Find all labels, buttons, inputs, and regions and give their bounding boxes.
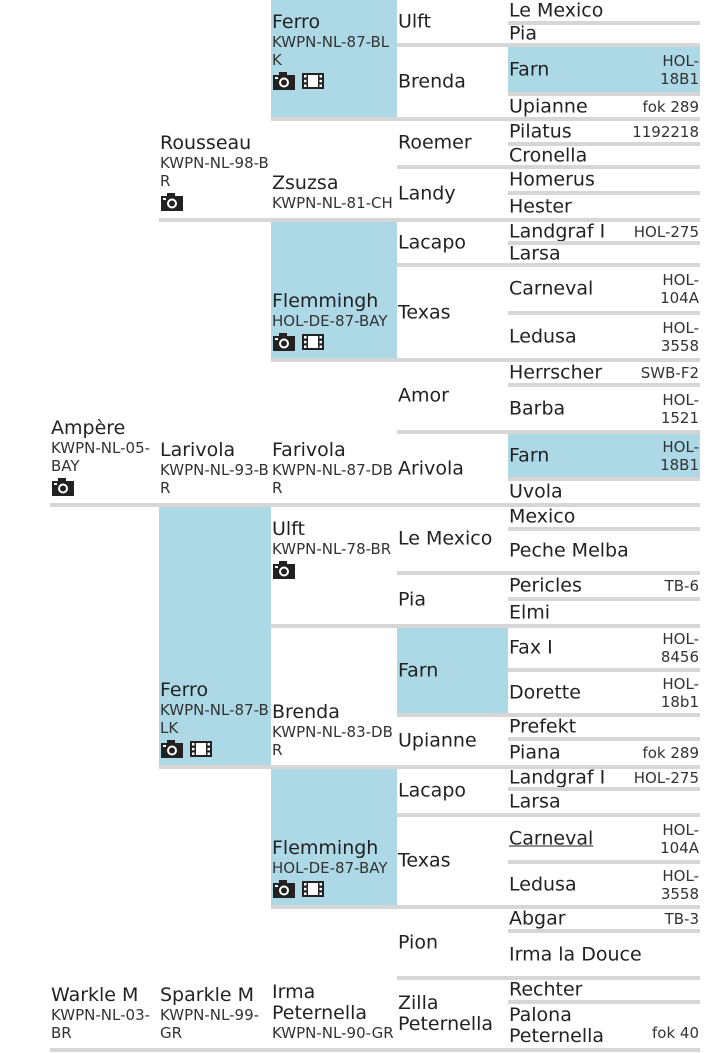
horse-name[interactable]: Ampère <box>51 417 126 439</box>
media-icons <box>160 192 269 212</box>
horse-name[interactable]: Abgar <box>509 909 566 930</box>
horse-name[interactable]: Le Mexico <box>509 0 604 21</box>
horse-cell-g4-herrscher[interactable] <box>508 362 700 387</box>
horse-name[interactable]: Ledusa <box>509 325 577 347</box>
horse-name[interactable]: Palona Peternella <box>509 1004 605 1047</box>
horse-registration: KWPN-NL-93-BR <box>160 461 269 497</box>
horse-cell-g1-larivola[interactable] <box>159 222 271 507</box>
media-icons <box>160 739 269 759</box>
horse-cell-g3-pion[interactable] <box>397 909 508 980</box>
horse-name[interactable]: Pia <box>398 588 426 610</box>
horse-cell-g0-ampere[interactable] <box>50 0 159 507</box>
horse-cell-g4-larsa1[interactable] <box>508 245 700 267</box>
horse-cell-g4-abgar[interactable] <box>508 909 700 933</box>
horse-name[interactable]: Sparkle M <box>160 984 254 1006</box>
horse-registration: HOL-18b1 <box>660 674 699 711</box>
horse-name[interactable]: Zilla Peternella <box>398 992 494 1035</box>
horse-registration: KWPN-NL-03-BR <box>51 1006 151 1042</box>
horse-name[interactable]: Elmi <box>509 601 551 623</box>
horse-name[interactable]: Warkle M <box>51 984 139 1006</box>
horse-name[interactable]: Arivola <box>398 457 464 479</box>
horse-name[interactable]: Larsa <box>509 791 561 813</box>
horse-cell-g4-ledusa1[interactable] <box>508 315 700 362</box>
horse-registration: KWPN-NL-05-BAY <box>51 439 151 475</box>
horse-cell-g2-zsuzsa[interactable] <box>271 121 397 222</box>
horse-registration: HOL-8456 <box>660 630 699 666</box>
horse-cell-g4-upianne[interactable] <box>508 96 700 121</box>
horse-registration: HOL-18B1 <box>660 51 699 88</box>
horse-name[interactable]: Larsa <box>509 245 561 265</box>
horse-name[interactable]: Ledusa <box>509 873 577 895</box>
horse-name[interactable]: Lacapo <box>398 779 467 802</box>
horse-name[interactable]: Herrscher <box>509 362 603 383</box>
horse-name[interactable]: Farivola <box>272 439 346 461</box>
horse-registration: KWPN-NL-87-BLK <box>272 33 390 69</box>
media-icons <box>272 332 395 352</box>
horse-cell-g2-irma[interactable] <box>271 909 397 1052</box>
horse-registration: KWPN-NL-83-DBR <box>272 723 393 759</box>
horse-cell-g4-carneval2[interactable] <box>508 817 700 864</box>
horse-name[interactable]: Landgraf I <box>509 222 606 242</box>
horse-registration: HOL-104A <box>660 820 699 857</box>
horse-name[interactable]: Prefekt <box>509 717 577 738</box>
horse-cell-g4-peche[interactable] <box>508 531 700 575</box>
horse-cell-g4-rechter[interactable] <box>508 980 700 1004</box>
horse-registration: HOL-3558 <box>660 866 699 903</box>
horse-name[interactable]: Flemmingh <box>272 837 379 859</box>
horse-cell-g4-mexico[interactable] <box>508 507 700 531</box>
camera-icon[interactable] <box>272 879 296 903</box>
horse-name[interactable]: Brenda <box>272 701 340 723</box>
horse-name[interactable]: Rousseau <box>160 132 252 154</box>
media-icons <box>272 560 395 580</box>
horse-cell-g3-landy[interactable] <box>397 169 508 222</box>
horse-name[interactable]: Ferro <box>272 11 321 33</box>
film-icon[interactable] <box>189 739 213 763</box>
horse-cell-g4-barba[interactable] <box>508 387 700 434</box>
horse-name[interactable]: Flemmingh <box>272 290 379 312</box>
horse-cell-g3-amor[interactable] <box>397 362 508 434</box>
horse-registration: HOL-18B1 <box>660 437 699 474</box>
horse-registration: KWPN-NL-90-GR <box>272 1024 394 1042</box>
horse-name[interactable]: Carneval <box>509 277 594 300</box>
horse-name[interactable]: Peche Melba <box>509 539 629 562</box>
horse-name[interactable]: Pericles <box>509 575 582 597</box>
horse-name[interactable]: Pilatus <box>509 121 572 142</box>
horse-name[interactable]: Roemer <box>398 131 472 154</box>
horse-name[interactable]: Mexico <box>509 507 576 528</box>
camera-icon[interactable] <box>51 477 75 501</box>
horse-cell-g3-roemer[interactable] <box>397 121 508 169</box>
film-icon[interactable] <box>301 879 325 903</box>
horse-name[interactable]: Farn <box>509 58 550 80</box>
horse-name[interactable]: Piana <box>509 741 561 764</box>
horse-cell-g3-texas2[interactable] <box>397 817 508 909</box>
horse-cell-g3-upianne[interactable] <box>397 717 508 769</box>
horse-cell-g4-hester[interactable] <box>508 195 700 222</box>
horse-name[interactable]: Upianne <box>398 729 477 752</box>
horse-registration: SWB-F2 <box>640 363 699 382</box>
horse-registration: HOL-104A <box>660 271 699 307</box>
horse-cell-g4-elmi[interactable] <box>508 601 700 628</box>
horse-name[interactable]: Texas <box>398 849 451 872</box>
horse-name[interactable]: Carneval <box>509 827 594 849</box>
film-icon[interactable] <box>301 71 325 95</box>
horse-cell-g4-ledusa2[interactable] <box>508 864 700 909</box>
media-icons <box>272 879 395 899</box>
horse-registration: HOL-275 <box>633 769 699 787</box>
horse-name[interactable]: Landy <box>398 182 456 204</box>
horse-registration: HOL-DE-87-BAY <box>272 312 388 330</box>
horse-cell-g1-sparkle[interactable] <box>159 769 271 1052</box>
horse-registration: HOL-1521 <box>660 390 699 427</box>
horse-cell-g2-brenda[interactable] <box>271 628 397 769</box>
horse-name[interactable]: Zsuzsa <box>272 172 339 194</box>
horse-name[interactable]: Pion <box>398 931 438 953</box>
horse-name[interactable]: Upianne <box>509 96 588 117</box>
horse-registration: 1192218 <box>632 122 699 141</box>
horse-name[interactable]: Brenda <box>398 70 466 93</box>
horse-cell-g3-arivola[interactable] <box>397 434 508 507</box>
horse-registration: fok 40 <box>652 1024 699 1042</box>
horse-name[interactable]: Dorette <box>509 681 581 703</box>
horse-registration: HOL-275 <box>633 222 699 241</box>
horse-registration: KWPN-NL-87-BLK <box>160 701 269 737</box>
horse-name[interactable]: Ulft <box>398 10 431 32</box>
horse-name[interactable]: Barba <box>509 397 566 419</box>
horse-cell-g4-homerus[interactable] <box>508 169 700 195</box>
horse-name[interactable]: Farn <box>509 444 550 466</box>
horse-cell-g3-texas1[interactable] <box>397 267 508 362</box>
horse-cell-g4-pia[interactable] <box>508 25 700 47</box>
horse-name[interactable]: Amor <box>398 384 449 407</box>
horse-name[interactable]: Lacapo <box>398 231 467 253</box>
camera-icon[interactable] <box>160 192 184 216</box>
horse-registration: HOL-DE-87-BAY <box>272 859 388 877</box>
horse-cell-g4-larsa2[interactable] <box>508 791 700 817</box>
horse-registration: KWPN-NL-98-BR <box>160 154 269 190</box>
horse-cell-g4-landgraf1[interactable] <box>508 222 700 245</box>
media-icons <box>272 71 395 91</box>
horse-cell-g4-piana[interactable] <box>508 741 700 769</box>
horse-cell-g2-ulft[interactable] <box>271 507 397 628</box>
horse-cell-g3-ulft[interactable] <box>397 0 508 47</box>
horse-name[interactable]: Homerus <box>509 169 595 191</box>
horse-cell-g3-pia[interactable] <box>397 575 508 628</box>
horse-cell-g0-warkle[interactable] <box>50 507 159 1052</box>
horse-cell-g1-ferro[interactable] <box>159 507 271 769</box>
media-icons <box>51 477 157 497</box>
horse-cell-g3-zilla[interactable] <box>397 980 508 1052</box>
horse-cell-g4-farn1[interactable] <box>508 47 700 96</box>
horse-name[interactable]: Ulft <box>272 518 305 540</box>
horse-cell-g2-flemmingh2[interactable] <box>271 769 397 909</box>
horse-cell-g4-lemexico[interactable] <box>508 0 700 25</box>
horse-cell-g4-pericles[interactable] <box>508 575 700 601</box>
horse-name[interactable]: Farn <box>398 659 439 681</box>
horse-cell-g2-ferro[interactable] <box>271 0 397 121</box>
horse-name[interactable]: Texas <box>398 301 451 323</box>
horse-cell-g4-palona[interactable] <box>508 1004 700 1052</box>
horse-name[interactable]: Pia <box>509 25 537 45</box>
horse-registration: KWPN-NL-78-BR <box>272 540 392 558</box>
horse-name[interactable]: Irma Peternella <box>272 981 368 1024</box>
horse-registration: fok 289 <box>642 97 699 116</box>
horse-cell-g4-prefekt[interactable] <box>508 717 700 741</box>
horse-name[interactable]: Fax I <box>509 636 553 659</box>
camera-icon[interactable] <box>272 332 296 356</box>
horse-cell-g4-fax[interactable] <box>508 628 700 672</box>
camera-icon[interactable] <box>272 560 296 584</box>
film-icon[interactable] <box>301 332 325 356</box>
horse-cell-g4-carneval1[interactable] <box>508 267 700 315</box>
horse-name[interactable]: Le Mexico <box>398 527 493 550</box>
horse-cell-g4-irmala[interactable] <box>508 933 700 980</box>
horse-registration: HOL-3558 <box>660 318 699 355</box>
horse-cell-g4-pilatus[interactable] <box>508 121 700 146</box>
horse-cell-g4-landgraf2[interactable] <box>508 769 700 791</box>
horse-name[interactable]: Uvola <box>509 481 563 503</box>
horse-registration: TB-6 <box>664 577 699 595</box>
horse-cell-g3-farn[interactable] <box>397 628 508 717</box>
horse-registration: KWPN-NL-99-GR <box>160 1006 260 1042</box>
horse-cell-g2-farivola[interactable] <box>271 362 397 507</box>
horse-name[interactable]: Rechter <box>509 980 583 1001</box>
horse-registration: KWPN-NL-81-CH <box>272 194 393 212</box>
horse-registration: fok 289 <box>642 744 699 762</box>
horse-cell-g3-brenda[interactable] <box>397 47 508 121</box>
horse-name[interactable]: Cronella <box>509 146 588 166</box>
horse-registration: KWPN-NL-87-DBR <box>272 461 393 497</box>
horse-name[interactable]: Ferro <box>160 679 209 701</box>
horse-cell-g1-rousseau[interactable] <box>159 0 271 222</box>
camera-icon[interactable] <box>272 71 296 95</box>
horse-cell-g4-uvola[interactable] <box>508 481 700 507</box>
horse-cell-g4-cronella[interactable] <box>508 146 700 169</box>
horse-cell-g4-dorette[interactable] <box>508 672 700 717</box>
horse-name[interactable]: Larivola <box>160 439 236 461</box>
camera-icon[interactable] <box>160 739 184 763</box>
horse-cell-g4-farn2[interactable] <box>508 434 700 481</box>
horse-name[interactable]: Landgraf I <box>509 769 606 789</box>
horse-registration: TB-3 <box>664 910 699 928</box>
horse-name[interactable]: Hester <box>509 195 572 217</box>
horse-cell-g3-lacapo2[interactable] <box>397 769 508 817</box>
horse-cell-g2-flemmingh1[interactable] <box>271 222 397 362</box>
horse-cell-g3-lacapo1[interactable] <box>397 222 508 267</box>
horse-name[interactable]: Irma la Douce <box>509 943 642 965</box>
horse-cell-g3-lemexico[interactable] <box>397 507 508 575</box>
